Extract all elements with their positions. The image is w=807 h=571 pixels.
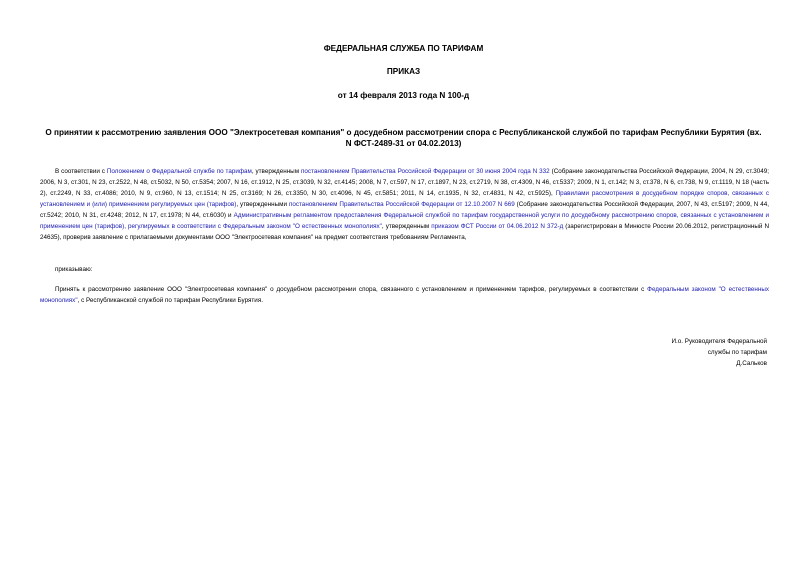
preamble-text: , утвержденным xyxy=(251,168,301,175)
organization-name: ФЕДЕРАЛЬНАЯ СЛУЖБА ПО ТАРИФАМ xyxy=(323,44,484,53)
preamble-text: В соответствии с xyxy=(55,168,107,175)
signatory-position-line2: службы по тарифам xyxy=(707,349,767,356)
preamble-text: , утвержденным xyxy=(381,223,432,230)
preamble-text: (Собрание законодательства Российской Федерации, 2007, N 43, ст.5197; 2009, N 44, ст.5242; 2010, N 31, ст.4248; 2012, N 17, ст.1978; N 44, ст.6030) и xyxy=(40,201,769,219)
preamble-text: (зарегистрирован в Минюсте России 20.06.2012, регистрационный N 24635), проверив заявление с прилагаемыми документами ООО "Электросетевая компания" на предмет соответствия требованиям Регламента, xyxy=(40,223,770,241)
decision-paragraph xyxy=(40,284,769,306)
link-fst-order-372[interactable]: приказом ФСТ России от 04.06.2012 N 372-д xyxy=(431,223,564,230)
decision-text: , с Республиканской службой по тарифам Республики Бурятия. xyxy=(77,297,263,304)
document-subject: О принятии к рассмотрению заявления ООО "Электросетевая компания" о досудебном рассмотрении спора с Республиканской службой по тарифам Республики Бурятия (вх. N ФСТ-2489-31 от 04.02.2013) xyxy=(45,128,762,148)
document-date-number: от 14 февраля 2013 года N 100-д xyxy=(337,91,470,100)
signatory-position-line1: И.о. Руководителя Федеральной xyxy=(671,338,767,345)
preamble-text: , утвержденными xyxy=(236,201,289,208)
signatory-name: Д.Сальков xyxy=(736,360,767,367)
link-fst-regulation[interactable]: Положением о Федеральной службе по тарифам xyxy=(106,168,252,175)
link-administrative-regulation[interactable]: Административным регламентом предоставления Федеральной службой по тарифам государственной услуги по досудебному рассмотрению споров, связанных с установлением и применением цен (тарифов), регулируемых в соответствии с Федеральным законом "О естественных монополиях" xyxy=(40,212,769,230)
document-type: ПРИКАЗ xyxy=(386,67,421,76)
link-government-decree-669[interactable]: постановлением Правительства Российской Федерации от 12.10.2007 N 669 xyxy=(288,201,515,208)
decision-text: Принять к рассмотрению заявление ООО "Электросетевая компания" о досудебном рассмотрении спора, связанного с установлением и применением тарифов, регулируемых в соответствии с xyxy=(55,286,648,293)
preamble-paragraph xyxy=(40,166,769,243)
preamble-text: (Собрание законодательства Российской Федерации, 2004, N 29, ст.3049; 2006, N 3, ст.301, N 23, ст.2522, N 48, ст.5032, N 50, ст.5354; 2007, N 16, ст.1912, N 25, ст.3039, N 32, ст.4145; 2008, N 7, ст.597, N 17, ст.1897, N 23, ст.2719, N 38, ст.4309, N 46, ст.5337; 2009, N 1, ст.142; N 3, ст.378, N 6, ст.738, N 9, ст.1119, N 18 (часть 2), ст.2249, N 33, ст.4086; 2010, N 9, ст.960, N 13, ст.1514; N 25, ст.3169; N 26, ст.3350, N 30, ст.4096, N 45, ст.5851; 2011, N 14, ст.1935, N 32, ст.4831, N 42, ст.5925), xyxy=(40,168,770,197)
link-dispute-rules[interactable]: Правилами рассмотрения в досудебном порядке споров, связанных с установлением и (или) применением регулируемых цен (тарифов) xyxy=(40,190,769,208)
order-word: приказываю: xyxy=(55,266,93,273)
link-government-decree-332[interactable]: постановлением Правительства Российской Федерации от 30 июня 2004 года N 332 xyxy=(300,168,550,175)
link-natural-monopolies-law[interactable]: Федеральным законом "О естественных монополиях" xyxy=(40,286,769,304)
